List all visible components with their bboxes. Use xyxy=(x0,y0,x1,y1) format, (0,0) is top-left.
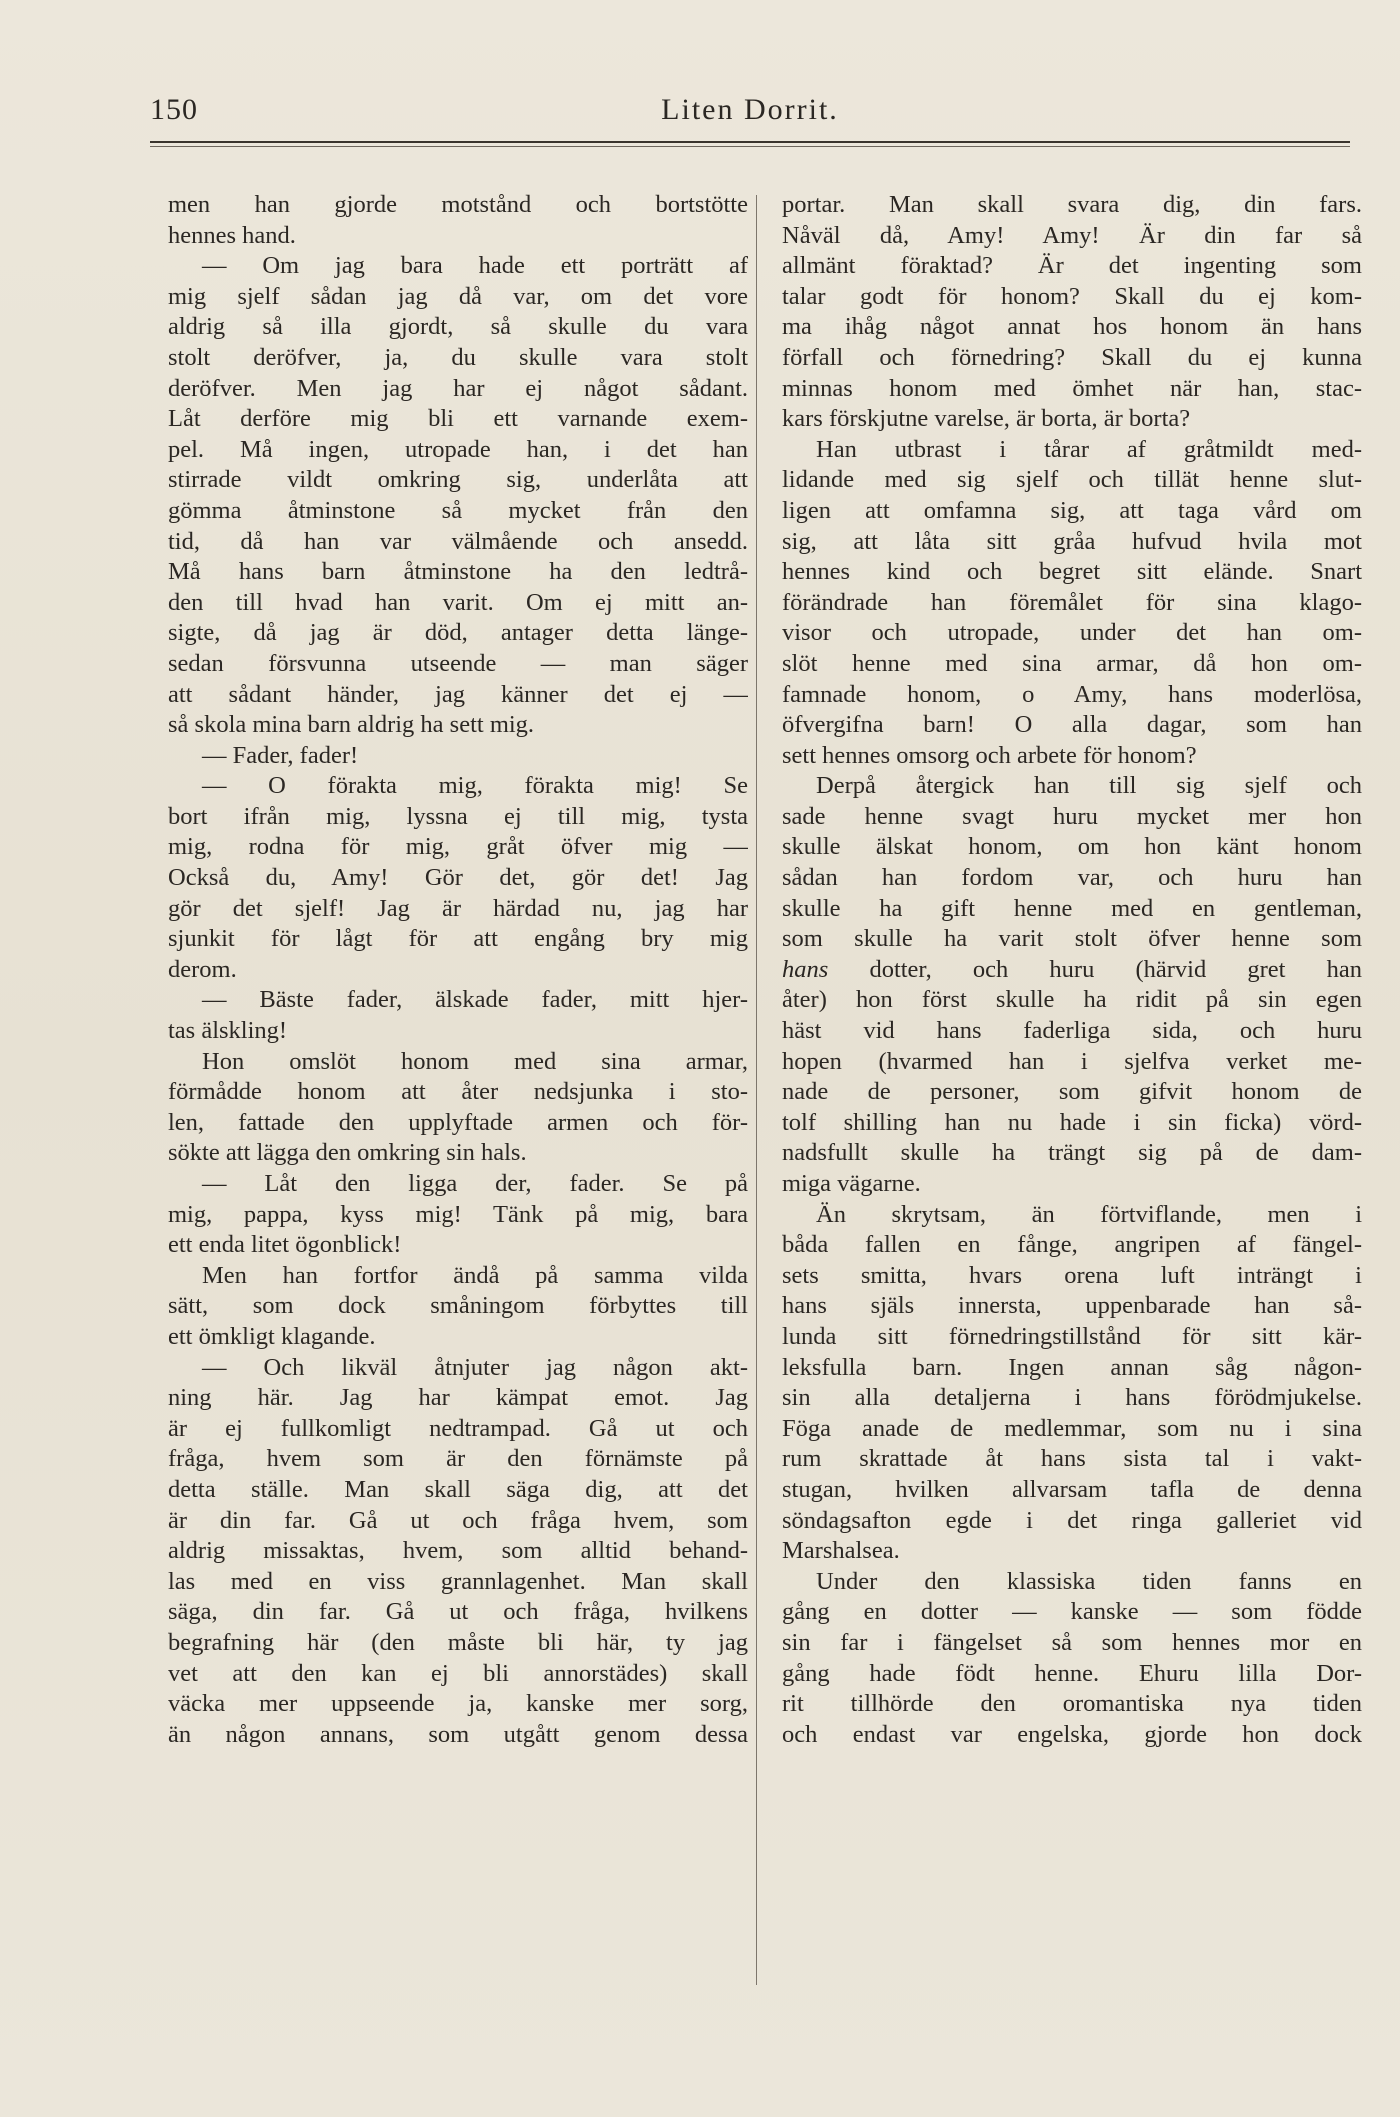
text-line: sjunkit för lågt för att engång bry mig xyxy=(168,925,748,953)
text-line: las med en viss grannlagenhet. Man skall xyxy=(168,1567,748,1595)
text-line: Nåväl då, Amy! Amy! Är din far så xyxy=(782,221,1362,249)
text-line: tolf shilling han nu hade i sin ficka) vörd- xyxy=(782,1108,1362,1136)
text-line: begrafning här (den måste bli här, ty jag xyxy=(168,1628,748,1656)
text-line: hans själs innersta, uppenbarade han så- xyxy=(782,1292,1362,1320)
text-line: väcka mer uppseende ja, kanske mer sorg, xyxy=(168,1690,748,1718)
page-number: 150 xyxy=(150,93,198,126)
text-line: sökte att lägga den omkring sin hals. xyxy=(168,1139,527,1167)
text-line: — Bäste fader, älskade fader, mitt hjer- xyxy=(202,986,748,1014)
text-line: famnade honom, o Amy, hans moderlösa, xyxy=(782,680,1362,708)
text-line: den till hvad han varit. Om ej mitt an- xyxy=(168,588,748,616)
text-line: ett enda litet ögonblick! xyxy=(168,1231,402,1259)
text-line: gång en dotter — kanske — som födde xyxy=(782,1598,1362,1626)
text-line: rit tillhörde den oromantiska nya tiden xyxy=(782,1690,1362,1718)
text-line: sådan han fordom var, och huru han xyxy=(782,864,1362,892)
text-line: miga vägarne. xyxy=(782,1170,921,1197)
text-line: nadsfullt skulle ha trängt sig på de dam- xyxy=(782,1139,1362,1167)
text-line: är din far. Gå ut och fråga hvem, som xyxy=(168,1506,748,1534)
text-line: derom. xyxy=(168,955,237,983)
text-line: Derpå återgick han till sig sjelf och xyxy=(816,772,1362,800)
text-line: hennes hand. xyxy=(168,221,296,249)
text-line: leksfulla barn. Ingen annan såg någon- xyxy=(782,1353,1362,1381)
text-line: lunda sitt förnedringstillstånd för sitt kär- xyxy=(782,1322,1362,1350)
text-line: häst vid hans faderliga sida, och huru xyxy=(782,1017,1362,1045)
text-line: Låt derföre mig bli ett varnande exem- xyxy=(168,405,748,433)
text-line: och endast var engelska, gjorde hon dock xyxy=(782,1720,1362,1748)
text-line: förändrade han föremålet för sina klago- xyxy=(782,588,1362,616)
text-line: söndagsafton egde i det ringa galleriet vid xyxy=(782,1506,1362,1534)
text-line: vet att den kan ej bli annorstädes) skall xyxy=(168,1659,748,1687)
text-line: sets smitta, hvars orena luft inträngt i xyxy=(782,1261,1362,1289)
text-line: pel. Må ingen, utropade han, i det han xyxy=(168,435,748,463)
text-line: stirrade vildt omkring sig, underlåta att xyxy=(168,466,748,494)
text-line: mig sjelf sådan jag då var, om det vore xyxy=(168,282,748,310)
left-text-column xyxy=(168,190,748,1750)
text-line: förfall och förnedring? Skall du ej kunna xyxy=(782,343,1362,371)
text-line: öfvergifna barn! O alla dagar, som han xyxy=(782,711,1362,739)
text-line: tas älskling! xyxy=(168,1017,288,1045)
text-line: gång hade födt henne. Ehuru lilla Dor- xyxy=(782,1659,1362,1687)
header-rule-thin xyxy=(150,146,1350,147)
text-line: åter) hon först skulle ha ridit på sin egen xyxy=(782,986,1362,1014)
text-line: sigte, då jag är död, antager detta länge- xyxy=(168,619,748,647)
text-line: skulle ha gift henne med en gentleman, xyxy=(782,894,1362,922)
text-line: hennes kind och begret sitt elände. Snart xyxy=(782,558,1362,586)
text-line: mig, rodna för mig, gråt öfver mig — xyxy=(168,833,748,861)
text-line: — Och likväl åtnjuter jag någon akt- xyxy=(202,1353,748,1381)
text-line: ma ihåg något annat hos honom än hans xyxy=(782,313,1362,341)
text-line: Hon omslöt honom med sina armar, xyxy=(202,1047,748,1075)
text-line: Må hans barn åtminstone ha den ledtrå- xyxy=(168,558,748,586)
text-line: deröfver. Men jag har ej något sådant. xyxy=(168,374,748,402)
text-line: nade de personer, som gifvit honom de xyxy=(782,1078,1362,1106)
text-line: sin far i fängelset så som hennes mor en xyxy=(782,1628,1362,1656)
text-line: sade henne svagt huru mycket mer hon xyxy=(782,802,1362,830)
text-line: talar godt för honom? Skall du ej kom- xyxy=(782,282,1362,310)
text-line: sedan försvunna utseende — man säger xyxy=(168,649,748,677)
text-line: stugan, hvilken allvarsam tafla de denna xyxy=(782,1475,1362,1503)
text-line: Också du, Amy! Gör det, gör det! Jag xyxy=(168,864,748,892)
text-line: rum skrattade åt hans sista tal i vakt- xyxy=(782,1445,1362,1473)
page-header xyxy=(150,93,1350,133)
text-line: ning här. Jag har kämpat emot. Jag xyxy=(168,1384,748,1412)
text-line: hopen (hvarmed han i sjelfva verket me- xyxy=(782,1047,1362,1075)
text-line: ligen att omfamna sig, att taga vård om xyxy=(782,496,1362,524)
text-line: — Låt den ligga der, fader. Se på xyxy=(202,1170,748,1197)
text-line: allmänt föraktad? Är det ingenting som xyxy=(782,252,1362,280)
right-text-column xyxy=(782,190,1362,1750)
text-line: aldrig missaktas, hvem, som alltid behand- xyxy=(168,1537,748,1565)
text-line: så skola mina barn aldrig ha sett mig. xyxy=(168,711,535,739)
text-line: att sådant händer, jag känner det ej — xyxy=(168,680,748,708)
text-line: portar. Man skall svara dig, din fars. xyxy=(782,191,1362,218)
text-line: sin alla detaljerna i hans förödmjukelse. xyxy=(782,1384,1362,1412)
text-line: än någon annans, som utgått genom dessa xyxy=(168,1720,748,1748)
text-line: är ej fullkomligt nedtrampad. Gå ut och xyxy=(168,1414,748,1442)
text-line: — O förakta mig, förakta mig! Se xyxy=(202,772,748,800)
text-line: gömma åtminstone så mycket från den xyxy=(168,496,748,524)
text-line: som skulle ha varit stolt öfver henne som xyxy=(782,925,1362,953)
text-line: mig, pappa, kyss mig! Tänk på mig, bara xyxy=(168,1200,748,1228)
text-line: sig, att låta sitt gråa hufvud hvila mot xyxy=(782,527,1362,555)
text-line: men han gjorde motstånd och bortstötte xyxy=(168,191,748,218)
text-line: len, fattade den upplyftade armen och för- xyxy=(168,1108,748,1136)
text-line: förmådde honom att åter nedsjunka i sto- xyxy=(168,1078,748,1106)
text-line: slöt henne med sina armar, då hon om- xyxy=(782,649,1362,677)
text-line: stolt deröfver, ja, du skulle vara stolt xyxy=(168,343,748,371)
running-title: Liten Dorrit. xyxy=(661,93,839,126)
text-line: bort ifrån mig, lyssna ej till mig, tysta xyxy=(168,802,748,830)
text-line: Men han fortfor ändå på samma vilda xyxy=(202,1261,748,1289)
text-line: detta ställe. Man skall säga dig, att det xyxy=(168,1475,748,1503)
text-line: lidande med sig sjelf och tillät henne slut- xyxy=(782,466,1362,494)
text-line: ett ömkligt klagande. xyxy=(168,1322,376,1350)
text-line: Föga anade de medlemmar, som nu i sina xyxy=(782,1414,1362,1442)
text-line: — Fader, fader! xyxy=(202,741,359,769)
text-line: Han utbrast i tårar af gråtmildt med- xyxy=(816,435,1362,463)
text-line: båda fallen en fånge, angripen af fängel- xyxy=(782,1231,1362,1259)
text-line: fråga, hvem som är den förnämste på xyxy=(168,1445,748,1473)
text-line: säga, din far. Gå ut och fråga, hvilkens xyxy=(168,1598,748,1626)
text-line: visor och utropade, under det han om- xyxy=(782,619,1362,647)
text-line: sätt, som dock småningom förbyttes till xyxy=(168,1292,748,1320)
text-line: minnas honom med ömhet när han, stac- xyxy=(782,374,1362,402)
text-line: Marshalsea. xyxy=(782,1537,900,1565)
text-line: kars förskjutne varelse, är borta, är borta? xyxy=(782,405,1191,433)
text-line: — Om jag bara hade ett porträtt af xyxy=(202,252,748,280)
text-line: aldrig så illa gjordt, så skulle du vara xyxy=(168,313,748,341)
text-line: Än skrytsam, än förtviflande, men i xyxy=(816,1200,1362,1228)
header-rule xyxy=(150,141,1350,143)
text-line: Under den klassiska tiden fanns en xyxy=(816,1567,1362,1595)
text-line: hans dotter, och huru (härvid gret han xyxy=(782,955,1362,983)
text-line: tid, då han var välmående och ansedd. xyxy=(168,527,748,555)
text-line: skulle älskat honom, om hon känt honom xyxy=(782,833,1362,861)
column-divider xyxy=(756,195,757,1985)
text-line: sett hennes omsorg och arbete för honom? xyxy=(782,741,1197,769)
text-line: gör det sjelf! Jag är härdad nu, jag har xyxy=(168,894,748,922)
